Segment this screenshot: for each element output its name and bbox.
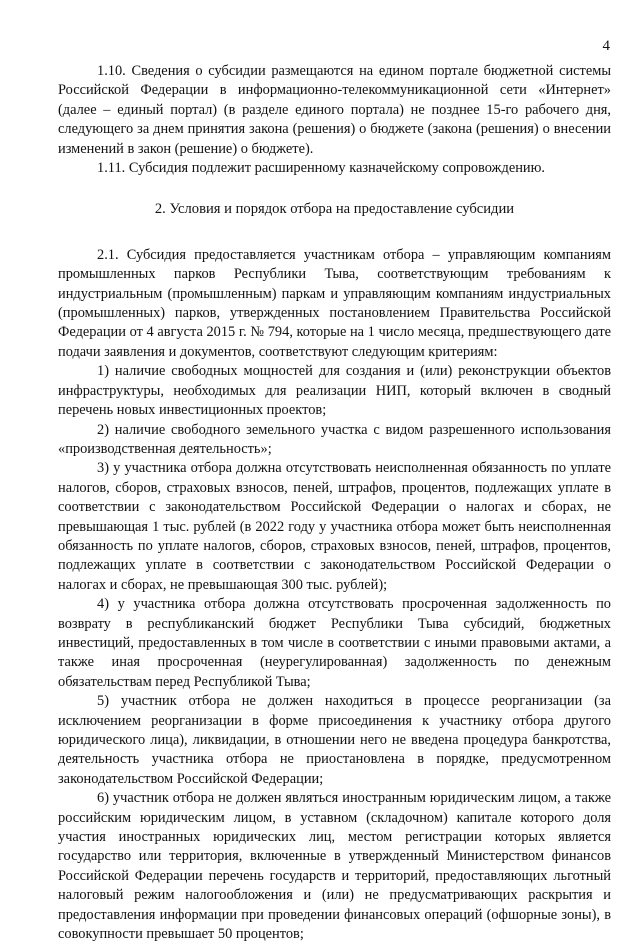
criterion-2: 2) наличие свободного земельного участка с видом разрешенного использования «производственная деятельность»;: [58, 421, 611, 457]
paragraph-1-10: 1.10. Сведения о субсидии размещаются на едином портале бюджетной системы Российской Федерации в информационно-телекоммуникационной сети «Интернет» (далее – единый портал) (в разделе единого портала) не позднее 15-го рабочего дня, следующего за днем принятия закона (решения) о бюджете (закона (решения) о внесении изменений в закон (решение) о бюджете).: [58, 63, 611, 157]
page-number: 4: [602, 38, 610, 54]
paragraph-2-1: 2.1. Субсидия предоставляется участникам отбора – управляющим компаниям промышленных парков Республики Тыва, соответствующим требованиям к индустриальным (промышленным) паркам и управляющим компаниям индустриальных (промышленных) парков, утвержденных постановлением Правительства Российской Федерации от 4 августа 2015 г. № 794, которые на 1 число месяца, предшествующего дате подачи заявления и документов, соответствуют следующим критериям:: [58, 246, 611, 360]
criterion-6: 6) участник отбора не должен являться иностранным юридическим лицом, а также российским юридическим лицом, в уставном (складочном) капитале которого доля участия иностранных юридических лиц, местом регистрации которых является государство или территория, включенные в утвержденный Министерством финансов Российской Федерации перечень государств и территорий, предоставляющих льготный налоговый режим налогообложения и (или) не предусматривающих раскрытия и предоставления информации при проведении финансовых операций (офшорные зоны), в совокупности превышает 50 процентов;: [58, 790, 611, 943]
section-heading: 2. Условия и порядок отбора на предоставление субсидии: [154, 201, 515, 218]
paragraph-1-11: 1.11. Субсидия подлежит расширенному казначейскому сопровождению.: [97, 160, 545, 177]
criterion-3: 3) у участника отбора должна отсутствовать неисполненная обязанность по уплате налогов, сборов, страховых взносов, пеней, штрафов, процентов, подлежащих уплате в соответствии с законодательством Российской Федерации о налогах и сборах, не превышающая 1 тыс. рублей (в 2022 году у участника отбора может быть неисполненная обязанность по уплате налогов, сборов, страховых взносов, пеней, штрафов, процентов, подлежащих уплате в соответствии с законодательством Российской Федерации о налогах и сборах, не превышающая 300 тыс. рублей);: [58, 460, 611, 593]
document-body: [58, 62, 611, 944]
criterion-1: 1) наличие свободных мощностей для создания и (или) реконструкции объектов инфраструктуры, необходимых для реализации НИП, который включен в сводный перечень новых инвестиционных проектов;: [58, 363, 611, 419]
criterion-4: 4) у участника отбора должна отсутствовать просроченная задолженность по возврату в республиканский бюджет Республики Тыва субсидий, бюджетных инвестиций, предоставленных в том числе в соответствии с иными правовыми актами, а также иная просроченная (неурегулированная) задолженность по денежным обязательствам перед Республикой Тыва;: [58, 596, 611, 690]
criterion-5: 5) участник отбора не должен находиться в процессе реорганизации (за исключением реорганизации в форме присоединения к участнику отбора другого юридического лица), ликвидации, в отношении него не введена процедура банкротства, деятельность участника отбора не приостановлена в порядке, предусмотренном законодательством Российской Федерации;: [58, 693, 611, 787]
